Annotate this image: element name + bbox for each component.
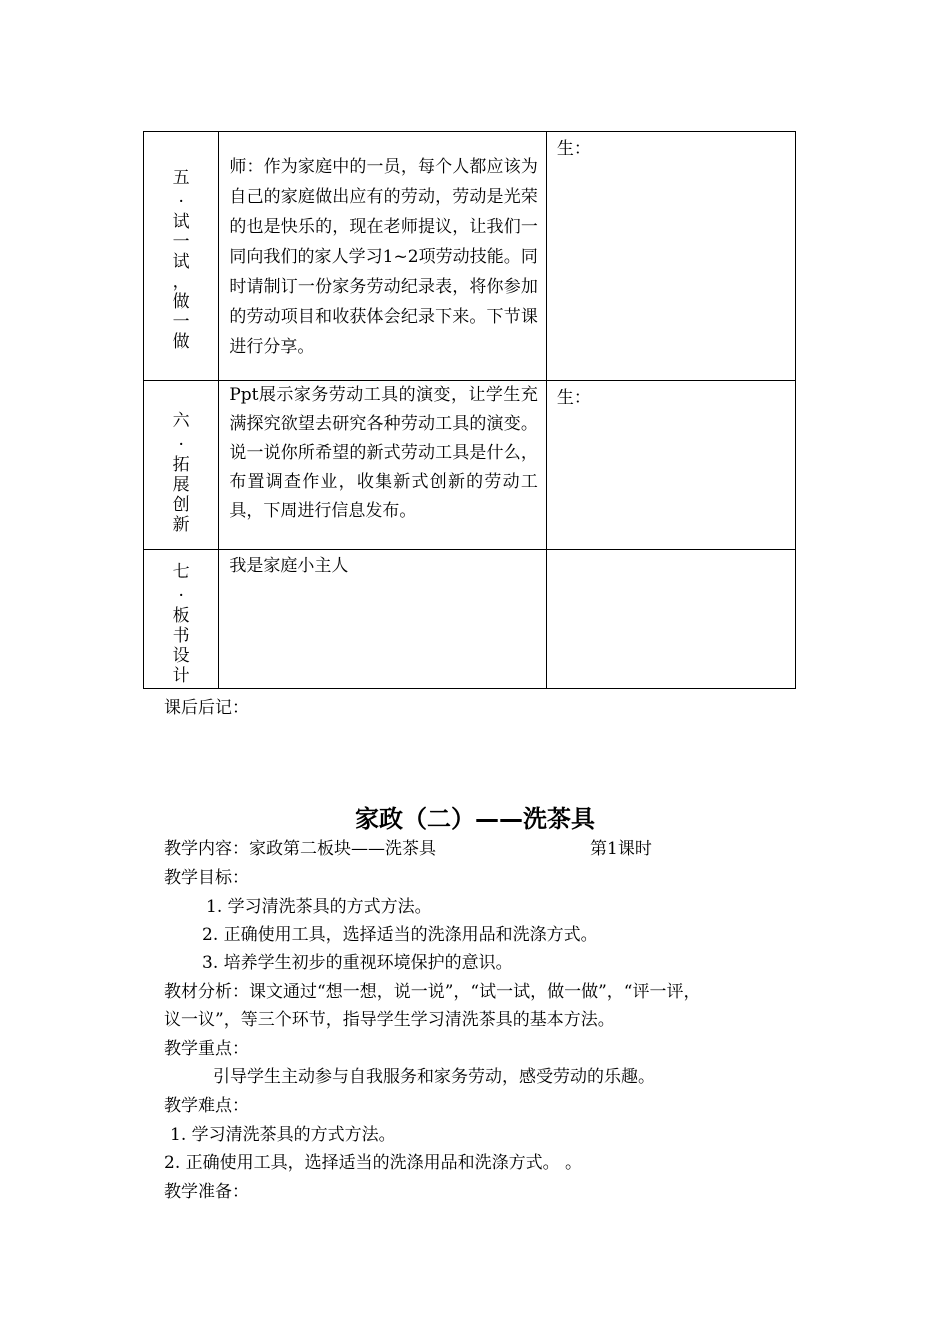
stage-char: ， <box>172 272 190 292</box>
stage-char: 六 <box>172 411 190 431</box>
stage-char: 试 <box>172 252 190 272</box>
stage-cell <box>144 132 219 381</box>
stage-char: · <box>178 435 184 455</box>
stage-char: 做 <box>172 332 190 352</box>
stage-char: 创 <box>172 495 190 515</box>
stage-label <box>144 381 218 535</box>
stage-char: 拓 <box>172 455 190 475</box>
teacher-activity-text: 我是家庭小主人 <box>229 556 349 576</box>
table-row <box>144 132 796 381</box>
teacher-activity-text: 师：作为家庭中的一员，每个人都应该为自己的家庭做出应有的劳动，劳动是光荣的也是快乐的，现在老师提议，让我们一同向我们的家人学习1~2项劳动技能。同时请制订一份家务劳动纪录表，将你参加的劳动项目和收获体会纪录下来。下节课进行分享。 <box>229 157 538 357</box>
stage-char: 五 <box>172 168 190 188</box>
stage-char: 新 <box>172 515 190 535</box>
teacher-activity-cell <box>219 132 547 381</box>
student-activity-text <box>547 550 795 554</box>
stage-label <box>144 550 218 686</box>
difficulty-item: 1. 学习清洗茶具的方式方法。 <box>170 1125 396 1145</box>
after-class-note: 课后后记： <box>164 698 249 718</box>
student-activity-text: 生： <box>556 139 591 159</box>
goal-item: 3. 培养学生初步的重视环境保护的意识。 <box>202 953 513 973</box>
stage-label <box>144 132 218 352</box>
stage-char: · <box>178 192 184 212</box>
lesson-procedure-table <box>143 131 796 689</box>
student-activity-cell <box>546 132 795 381</box>
preparation-label: 教学准备： <box>164 1182 249 1202</box>
key-points-text: 引导学生主动参与自我服务和家务劳动，感受劳动的乐趣。 <box>213 1067 655 1087</box>
analysis-line: 议一议”，等三个环节，指导学生学习清洗茶具的基本方法。 <box>164 1010 615 1030</box>
analysis-line: 教材分析：课文通过“想一想，说一说”，“试一试，做一做”，“评一评， <box>164 982 701 1002</box>
teacher-activity-cell <box>219 550 547 689</box>
stage-char: · <box>178 586 184 606</box>
stage-char: 做 <box>172 292 190 312</box>
stage-char: 设 <box>172 646 190 666</box>
stage-char: 板 <box>172 606 190 626</box>
stage-char: 一 <box>172 232 190 252</box>
key-points-label: 教学重点： <box>164 1039 249 1059</box>
table-row <box>144 381 796 550</box>
stage-char: 书 <box>172 626 190 646</box>
stage-char: 七 <box>172 562 190 582</box>
teacher-activity-cell <box>219 381 547 550</box>
content-label: 教学内容：家政第二板块——洗茶具 <box>164 839 436 859</box>
stage-cell <box>144 381 219 550</box>
goals-label: 教学目标： <box>164 868 249 888</box>
page-title: 家政（二）——洗茶具 <box>355 805 595 833</box>
stage-char: 试 <box>172 212 190 232</box>
stage-char: 计 <box>172 666 190 686</box>
difficulty-item: 2. 正确使用工具，选择适当的洗涤用品和洗涤方式。 。 <box>164 1153 583 1173</box>
goal-item: 2. 正确使用工具，选择适当的洗涤用品和洗涤方式。 <box>202 925 598 945</box>
student-activity-text: 生： <box>556 388 591 408</box>
stage-char: 展 <box>172 475 190 495</box>
student-activity-cell <box>546 550 795 689</box>
goal-item: 1. 学习清洗茶具的方式方法。 <box>206 897 432 917</box>
student-activity-cell <box>546 381 795 550</box>
difficulties-label: 教学难点： <box>164 1096 249 1116</box>
lesson-period: 第1课时 <box>590 839 652 859</box>
stage-cell <box>144 550 219 689</box>
table-row <box>144 550 796 689</box>
teacher-activity-text: Ppt展示家务劳动工具的演变，让学生充满探究欲望去研究各种劳动工具的演变。说一说你所希望的新式劳动工具是什么，布置调查作业，收集新式创新的劳动工具，下周进行信息发布。 <box>229 385 538 521</box>
stage-char: 一 <box>172 312 190 332</box>
